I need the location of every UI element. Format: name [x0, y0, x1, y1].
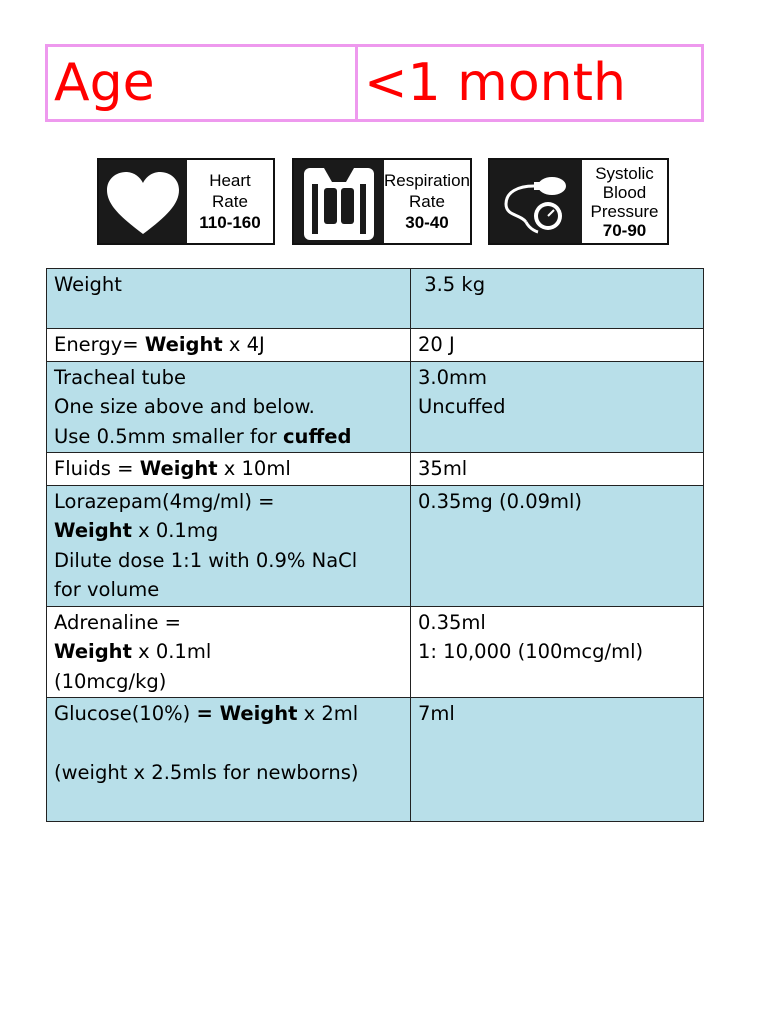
tube-type: Uncuffed: [418, 395, 506, 418]
adrenaline-value: [411, 606, 704, 698]
blood-pressure-value: 70-90: [602, 220, 647, 240]
table-row-fluids: [47, 453, 704, 486]
glucose-line-1: [54, 699, 403, 729]
respiration-rate-value: 30-40: [405, 213, 449, 232]
tube-line-2: One size above and below.: [54, 395, 315, 418]
adrenaline-description: [47, 606, 411, 698]
table-row-adrenaline: [47, 606, 704, 698]
table-row-weight: [47, 269, 704, 329]
adrenaline-line-1: Adrenaline =: [54, 610, 181, 634]
blood-pressure-cuff-icon: [490, 160, 582, 243]
heart-icon: [99, 160, 187, 243]
heart-rate-value: 110-160: [199, 213, 261, 232]
tracheal-tube-value: [411, 361, 704, 453]
tube-cuffed: cuffed: [283, 424, 352, 448]
fluids-suffix: x 10ml: [217, 457, 291, 480]
glucose-spacer: [54, 729, 403, 759]
blood-pressure-card: [488, 158, 669, 245]
adrenaline-line-2: [54, 637, 403, 667]
table-row-glucose: [47, 698, 704, 822]
adrenaline-line-3: (10mcg/kg): [54, 669, 167, 693]
lorazepam-weight: Weight: [54, 519, 132, 542]
respiration-rate-text: [384, 160, 470, 243]
tracheal-tube-description: [47, 361, 411, 453]
glucose-weight: = Weight: [196, 702, 298, 725]
adrenaline-dose: 0.35ml: [418, 610, 486, 634]
energy-suffix: x 4J: [222, 333, 265, 356]
heart-rate-label-2: Rate: [212, 192, 248, 211]
fluids-weight: Weight: [139, 457, 218, 480]
heart-rate-text: [187, 160, 273, 243]
table-row-lorazepam: [47, 485, 704, 606]
glucose-value: 7ml: [411, 698, 704, 822]
table-row-tracheal-tube: [47, 361, 704, 453]
respiration-rate-label-1: Respiration: [384, 171, 470, 190]
adrenaline-weight: Weight: [54, 640, 132, 663]
energy-formula: [47, 329, 411, 362]
age-header: [45, 44, 704, 122]
energy-weight: Weight: [144, 333, 223, 356]
tube-line-3: [54, 422, 403, 452]
lungs-icon: [294, 160, 384, 243]
lorazepam-line-3: Dilute dose 1:1 with 0.9% NaCl: [54, 548, 358, 572]
weight-value: 3.5 kg: [411, 269, 704, 329]
lorazepam-line-2: [54, 516, 403, 546]
fluids-formula: [47, 453, 411, 486]
respiration-rate-card: [292, 158, 472, 245]
weight-label: Weight: [47, 269, 411, 329]
glucose-description: [47, 698, 411, 822]
respiration-rate-label-2: Rate: [409, 192, 445, 211]
tube-line-3-text: Use 0.5mm smaller for: [54, 424, 283, 448]
table-row-energy: [47, 329, 704, 362]
glucose-factor: x 2ml: [297, 702, 359, 725]
lorazepam-line-1: Lorazepam(4mg/ml) =: [54, 489, 275, 513]
fluids-value: 35ml: [411, 453, 704, 486]
blood-pressure-label-2: Blood: [602, 182, 647, 202]
blood-pressure-label-3: Pressure: [590, 201, 659, 221]
blood-pressure-text: [582, 160, 667, 243]
energy-value: 20 J: [411, 329, 704, 362]
energy-prefix: Energy=: [54, 333, 145, 356]
adrenaline-factor: x 0.1ml: [131, 640, 212, 663]
tube-size: 3.0mm: [418, 365, 488, 389]
age-value: <1 month: [364, 53, 626, 113]
age-label: Age: [48, 47, 358, 119]
tube-line-1: Tracheal tube: [54, 365, 187, 389]
blood-pressure-label-1: Systolic: [595, 163, 654, 183]
glucose-newborn-note: (weight x 2.5mls for newborns): [54, 761, 359, 784]
heart-rate-card: [97, 158, 275, 245]
adrenaline-concentration: 1: 10,000 (100mcg/ml): [418, 640, 644, 663]
lorazepam-value: 0.35mg (0.09ml): [411, 485, 704, 606]
heart-rate-label-1: Heart: [209, 171, 251, 190]
lorazepam-factor: x 0.1mg: [131, 519, 219, 542]
fluids-prefix: Fluids =: [54, 457, 140, 480]
lorazepam-line-4: for volume: [54, 578, 160, 601]
glucose-prefix: Glucose(10%): [54, 702, 197, 725]
dosage-table: [46, 268, 704, 822]
lorazepam-description: [47, 485, 411, 606]
